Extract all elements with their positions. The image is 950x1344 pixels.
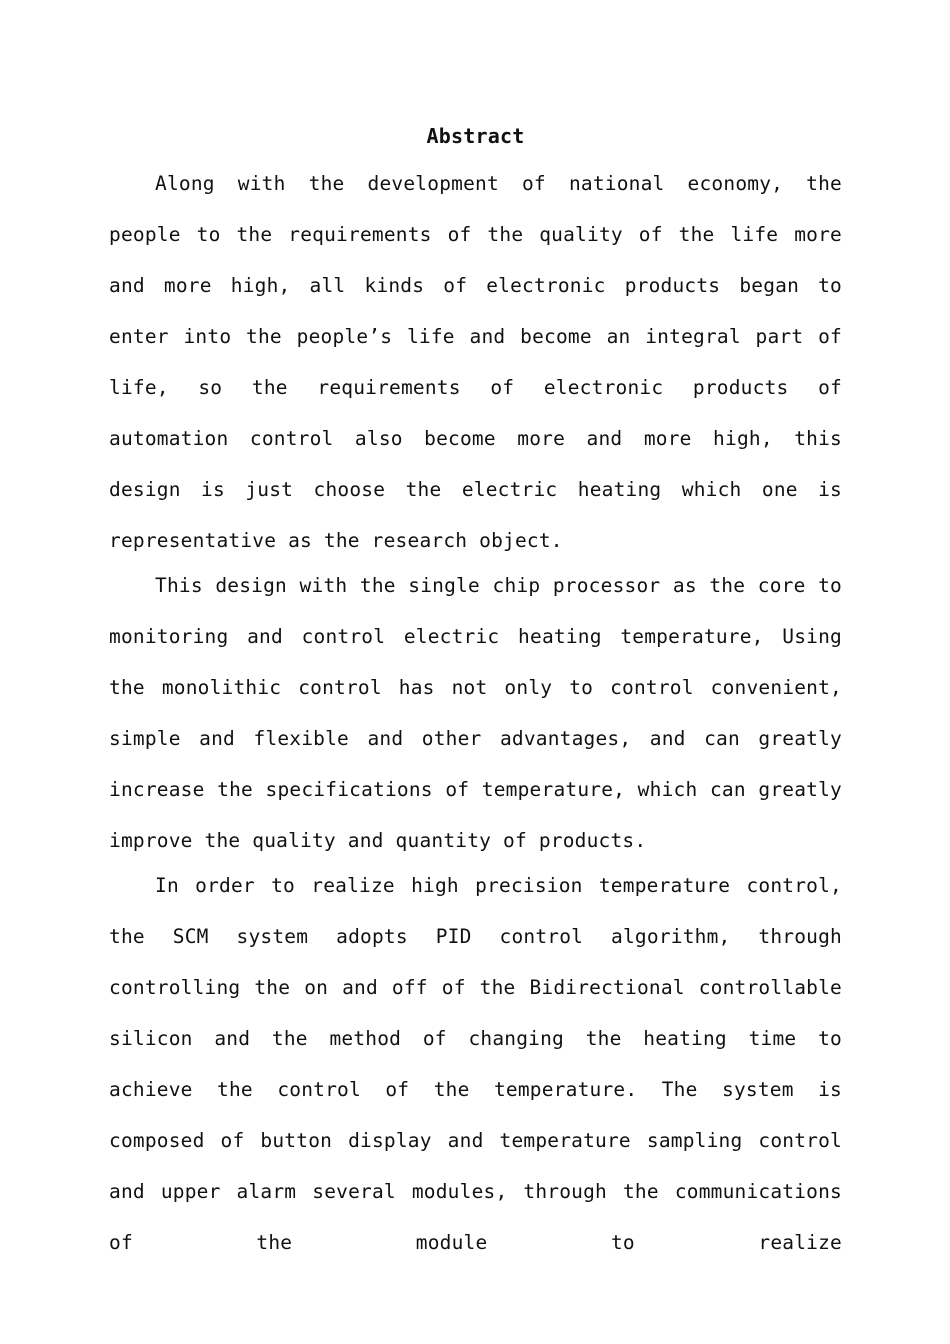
paragraph-1: Along with the development of national economy, the people to the requirements of the quality of the life more and more high, all kinds of electronic products began to enter into the people’s life and become an integral part of life, so the requirements of electronic products of automation control also become more and more high, this design is just choose the electric heating which one is representative as the research object.	[109, 172, 842, 552]
abstract-section	[109, 114, 842, 1268]
paragraph-3: In order to realize high precision temperature control, the SCM system adopts PID control algorithm, through controlling the on and off of the Bidirectional controllable silicon and the method of changing the heating time to achieve the control of the temperature. The system is composed of button display and temperature sampling control and upper alarm several modules, through the communications of the module to realize	[109, 874, 842, 1254]
page-title: Abstract	[426, 124, 525, 148]
paragraph-2: This design with the single chip processor as the core to monitoring and control electric heating temperature, Using the monolithic control has not only to control convenient, simple and flexible and other advantages, and can greatly increase the specifications of temperature, which can greatly improve the quality and quantity of products.	[109, 574, 842, 852]
